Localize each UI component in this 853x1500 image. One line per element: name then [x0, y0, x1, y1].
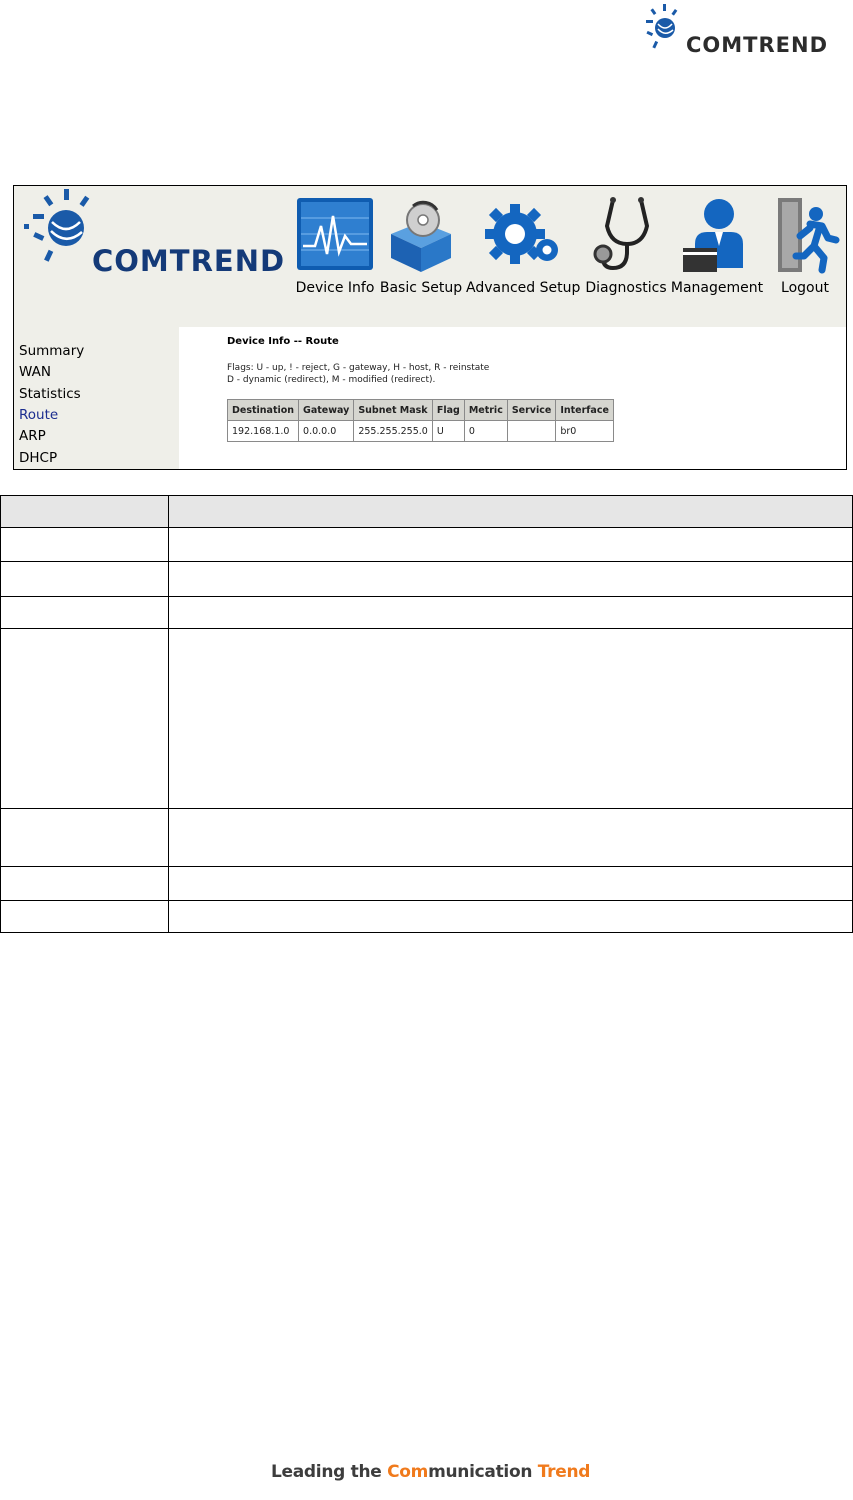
table-cell: U: [432, 421, 464, 442]
desc-cell: [1, 901, 169, 933]
desc-cell: [169, 809, 853, 867]
footer-tagline: [271, 1462, 590, 1482]
nav-label: Diagnostics: [585, 280, 667, 296]
col-gateway: Gateway: [299, 400, 354, 421]
main-content: [179, 327, 846, 469]
sidebar-item-route[interactable]: Route: [19, 407, 59, 423]
brand-logo-text: COMTREND: [92, 244, 286, 278]
desc-row: [1, 809, 853, 867]
desc-cell: [169, 562, 853, 597]
table-cell: 0.0.0.0: [299, 421, 354, 442]
desc-header-cell: [169, 496, 853, 528]
management-icon: [677, 196, 757, 280]
desc-row: [1, 597, 853, 629]
route-table: [227, 399, 614, 442]
flags-legend: [227, 362, 489, 386]
nav-diagnostics[interactable]: [582, 194, 670, 304]
desc-header-cell: [1, 496, 169, 528]
footer-part-4: Trend: [532, 1462, 591, 1482]
corner-logo: [636, 2, 844, 58]
route-table-header: [228, 400, 614, 421]
nav-label: Basic Setup: [379, 280, 463, 296]
desc-row: [1, 867, 853, 901]
sidebar-item-arp[interactable]: ARP: [19, 428, 46, 444]
brand-logo-icon: [22, 186, 94, 281]
col-interface: Interface: [556, 400, 614, 421]
table-row: [228, 421, 614, 442]
desc-cell: [169, 629, 853, 809]
table-cell: br0: [556, 421, 614, 442]
desc-cell: [169, 901, 853, 933]
table-cell: 255.255.255.0: [354, 421, 433, 442]
device-info-icon: [295, 196, 375, 276]
sidebar-item-wan[interactable]: WAN: [19, 364, 51, 380]
basic-setup-icon: [381, 196, 461, 276]
nav-advanced-setup[interactable]: [466, 194, 580, 304]
sidebar-item-summary[interactable]: Summary: [19, 343, 85, 359]
footer-part-2: Com: [387, 1462, 429, 1482]
desc-cell: [1, 528, 169, 562]
flags-line-2: D - dynamic (redirect), M - modified (redirect).: [227, 375, 436, 385]
col-service: Service: [507, 400, 556, 421]
nav-management[interactable]: [670, 194, 764, 304]
logout-icon: [770, 196, 840, 280]
diagnostics-icon: [591, 196, 661, 280]
desc-row: [1, 562, 853, 597]
nav-label: Device Info: [295, 280, 375, 296]
page-title: Device Info -- Route: [227, 336, 339, 347]
desc-cell: [1, 867, 169, 901]
table-cell: 192.168.1.0: [228, 421, 299, 442]
footer-part-3: munication: [428, 1462, 533, 1482]
col-metric: Metric: [464, 400, 507, 421]
router-ui-screenshot: [13, 185, 847, 470]
desc-cell: [169, 867, 853, 901]
table-cell: 0: [464, 421, 507, 442]
nav-device-info[interactable]: [292, 194, 378, 304]
nav-label: Management: [670, 280, 764, 296]
nav-basic-setup[interactable]: [378, 194, 464, 304]
sidebar-item-dhcp[interactable]: DHCP: [19, 450, 58, 466]
col-flag: Flag: [432, 400, 464, 421]
desc-cell: [1, 809, 169, 867]
desc-row: [1, 901, 853, 933]
corner-logo-text: COMTREND: [686, 33, 829, 57]
desc-cell: [1, 629, 169, 809]
field-description-table: [0, 495, 853, 933]
desc-cell: [1, 562, 169, 597]
sidebar: [14, 327, 179, 469]
brand-logo: [22, 186, 292, 316]
advanced-setup-icon: [481, 196, 565, 276]
sidebar-item-statistics[interactable]: Statistics: [19, 386, 81, 402]
table-cell: [507, 421, 556, 442]
nav-label: Logout: [781, 280, 829, 296]
col-destination: Destination: [228, 400, 299, 421]
footer-part-1: Leading the: [271, 1462, 388, 1482]
desc-cell: [1, 597, 169, 629]
desc-cell: [169, 597, 853, 629]
nav-label: Advanced Setup: [466, 280, 581, 296]
comtrend-logo-icon: [636, 2, 686, 58]
col-subnet-mask: Subnet Mask: [354, 400, 433, 421]
flags-line-1: Flags: U - up, ! - reject, G - gateway, H - host, R - reinstate: [227, 363, 490, 373]
desc-header-row: [1, 496, 853, 528]
desc-cell: [169, 528, 853, 562]
desc-row: [1, 528, 853, 562]
desc-row: [1, 629, 853, 809]
nav-logout[interactable]: [766, 194, 844, 304]
